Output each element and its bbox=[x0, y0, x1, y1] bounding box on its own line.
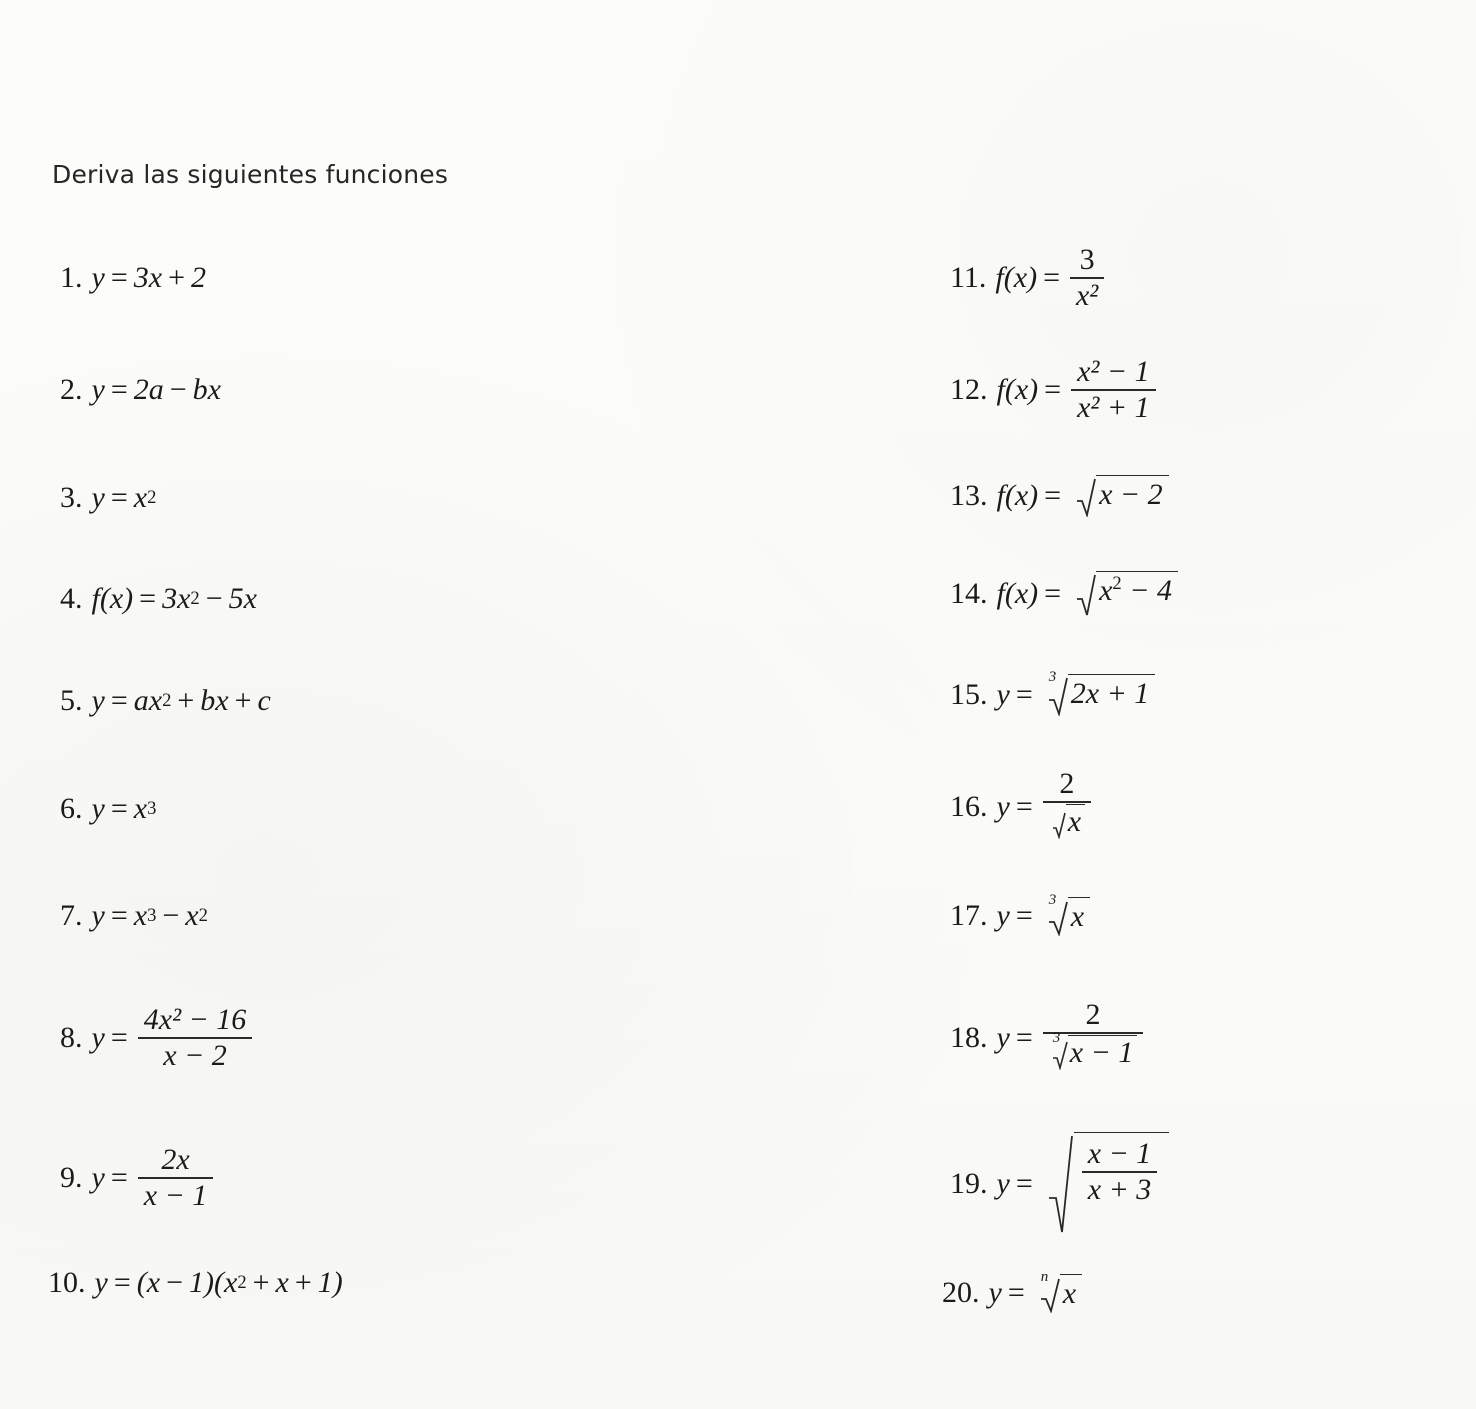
item-number: 5. bbox=[60, 684, 83, 717]
fraction bbox=[1071, 355, 1156, 425]
list-item bbox=[950, 642, 1470, 748]
radicand bbox=[1074, 1132, 1170, 1236]
radical bbox=[1048, 669, 1156, 716]
fraction-denominator bbox=[1043, 803, 1091, 848]
radicand: x bbox=[1060, 1274, 1082, 1313]
fraction-numerator: 2 bbox=[1085, 997, 1101, 1031]
item-number: 15. bbox=[950, 678, 988, 711]
item-expression: y = 3 x bbox=[997, 897, 1091, 936]
item-number: 19. bbox=[950, 1167, 988, 1200]
fraction-numerator: 4x² − 16 bbox=[143, 1002, 247, 1036]
list-item bbox=[950, 1110, 1470, 1258]
fraction-numerator: 2 bbox=[1059, 766, 1075, 800]
item-number: 20. bbox=[942, 1276, 980, 1309]
item-number: 10. bbox=[48, 1266, 86, 1299]
radical-sign-icon bbox=[1076, 475, 1096, 517]
fraction bbox=[138, 1003, 253, 1073]
radical-index: 3 bbox=[1048, 669, 1057, 685]
fraction-numerator: 2x bbox=[161, 1142, 190, 1176]
radical-index: 3 bbox=[1052, 1029, 1061, 1046]
item-expression: y = $\frac{2x}{x - 1}$ bbox=[92, 1143, 218, 1213]
radicand: x − 2 bbox=[1096, 475, 1169, 517]
item-expression: y = 3 2x + 1 bbox=[997, 674, 1156, 716]
list-item bbox=[60, 334, 700, 446]
item-expression: y = $\frac{2}{x}$ bbox=[997, 767, 1096, 848]
list-item bbox=[950, 546, 1470, 642]
fraction bbox=[1043, 767, 1091, 848]
item-number: 17. bbox=[950, 899, 988, 932]
radical-sign-icon bbox=[1040, 1268, 1060, 1313]
fraction bbox=[1070, 243, 1104, 313]
radical bbox=[1040, 1268, 1082, 1313]
radical-sign-icon bbox=[1052, 804, 1066, 839]
radical bbox=[1052, 804, 1085, 839]
item-expression: y = $\frac{x - 1}{x + 3}$ bbox=[997, 1132, 1170, 1236]
list-item bbox=[60, 550, 700, 648]
list-item bbox=[60, 864, 700, 968]
fraction-denominator bbox=[1043, 1029, 1144, 1079]
list-item bbox=[60, 968, 700, 1108]
fraction bbox=[1043, 998, 1144, 1079]
item-expression: f ( x ) = 3 x 2 − 5 x bbox=[91, 582, 257, 615]
radical-index: 3 bbox=[1048, 891, 1057, 908]
item-expression: y = n x bbox=[989, 1274, 1083, 1313]
radical-sign-icon bbox=[1048, 891, 1068, 936]
fraction bbox=[1082, 1137, 1158, 1207]
right-column bbox=[942, 222, 1470, 1328]
item-number: 3. bbox=[60, 481, 83, 514]
fraction bbox=[138, 1143, 214, 1213]
radical bbox=[1076, 475, 1169, 517]
page-title: Deriva las siguientes funciones bbox=[52, 160, 449, 189]
item-number: 18. bbox=[950, 1021, 988, 1054]
radicand: x bbox=[1066, 804, 1085, 839]
list-item bbox=[950, 222, 1470, 334]
left-column bbox=[48, 222, 700, 1318]
radical bbox=[1076, 571, 1178, 617]
radical-sign-icon bbox=[1048, 669, 1068, 716]
item-expression: f ( x ) = $\frac{3}{\text{x²}}$ bbox=[995, 243, 1108, 313]
item-expression: y = x 2 bbox=[91, 481, 157, 514]
list-item bbox=[950, 866, 1470, 966]
list-item bbox=[950, 966, 1470, 1110]
radical bbox=[1048, 891, 1090, 936]
item-number: 8. bbox=[60, 1021, 83, 1054]
fraction-denominator: x − 2 bbox=[163, 1038, 227, 1072]
list-item bbox=[942, 1258, 1470, 1328]
item-number: 16. bbox=[950, 790, 988, 823]
item-number: 1. bbox=[60, 261, 83, 294]
item-number: 4. bbox=[60, 582, 83, 615]
fraction-denominator: x − 1 bbox=[143, 1178, 208, 1212]
item-number: 11. bbox=[950, 261, 987, 294]
item-expression: y = 3 x + 2 bbox=[91, 261, 206, 294]
item-number: 2. bbox=[60, 373, 83, 406]
fraction-denominator: x² + 1 bbox=[1077, 390, 1150, 424]
radical-sign-icon bbox=[1076, 571, 1096, 617]
item-expression: f ( x ) = $x^2 - 4$ bbox=[997, 571, 1178, 617]
item-expression: y = ( x − 1)( x 2 + x + 1) bbox=[94, 1266, 343, 1299]
radical-sign-icon bbox=[1048, 1132, 1074, 1236]
item-expression: f ( x ) = x − 2 bbox=[997, 475, 1169, 517]
item-expression: y = ax 2 + bx + c bbox=[91, 684, 271, 717]
item-number: 12. bbox=[950, 373, 988, 406]
fraction-numerator: x² − 1 bbox=[1077, 354, 1150, 388]
item-number: 14. bbox=[950, 577, 988, 610]
fraction-numerator: 3 bbox=[1079, 242, 1095, 276]
item-expression: y = 2 3 x − 1 bbox=[997, 998, 1148, 1079]
radicand: x − 1 bbox=[1068, 1035, 1138, 1070]
list-item bbox=[60, 754, 700, 864]
radical bbox=[1052, 1029, 1138, 1070]
fraction-denominator: x² bbox=[1075, 278, 1099, 312]
radical bbox=[1048, 1132, 1170, 1236]
fraction-denominator: x + 3 bbox=[1087, 1172, 1152, 1206]
item-expression: y = x 3 bbox=[91, 792, 157, 825]
item-number: 6. bbox=[60, 792, 83, 825]
list-item bbox=[60, 1108, 700, 1248]
radicand: x bbox=[1068, 897, 1090, 936]
item-number: 7. bbox=[60, 899, 83, 932]
item-expression: y = 2 a − bx bbox=[91, 373, 221, 406]
radical-sign-icon bbox=[1052, 1029, 1068, 1070]
item-expression: y = $\frac{\text{4x² − 16}}{x - 2}$ bbox=[92, 1003, 257, 1073]
item-expression: f ( x ) = $\frac{\text{x² − 1}}{\text{x² + 1}}$ bbox=[997, 355, 1160, 425]
item-number: 13. bbox=[950, 479, 988, 512]
list-item bbox=[950, 446, 1470, 546]
radicand: $x^2 - 4$ bbox=[1096, 571, 1178, 617]
list-item bbox=[950, 334, 1470, 446]
radical-index: n bbox=[1040, 1268, 1049, 1285]
list-item bbox=[60, 222, 700, 334]
fraction-numerator: x − 1 bbox=[1087, 1137, 1152, 1170]
item-number: 9. bbox=[60, 1161, 83, 1194]
list-item bbox=[950, 748, 1470, 866]
list-item bbox=[60, 446, 700, 550]
list-item bbox=[60, 648, 700, 754]
radicand: 2x + 1 bbox=[1068, 674, 1156, 716]
item-expression: y = x 3 − x 2 bbox=[91, 899, 208, 932]
list-item bbox=[48, 1248, 700, 1318]
